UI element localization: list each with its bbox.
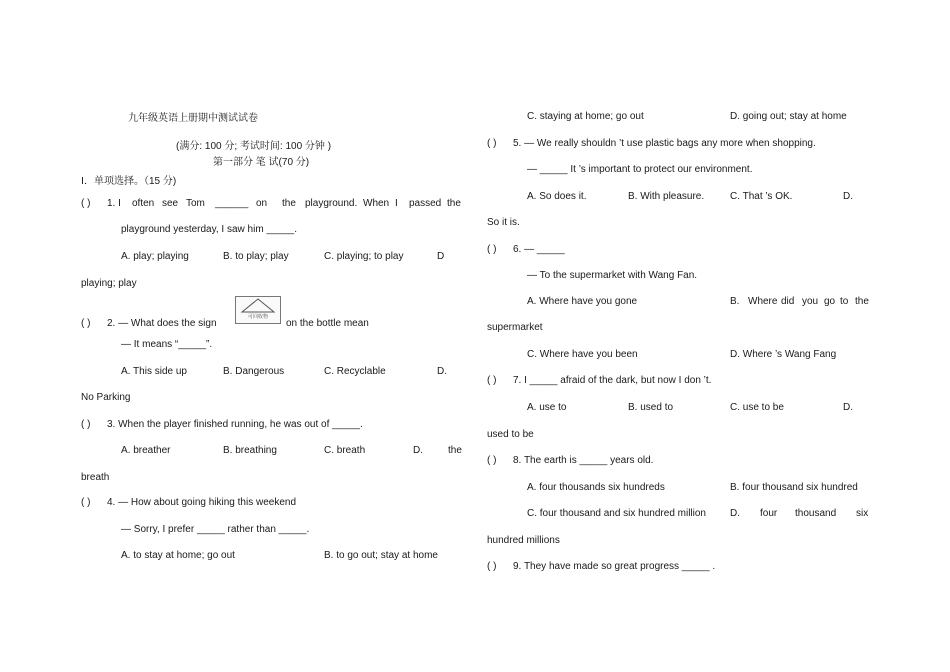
q4-stem: 4. — How about going hiking this weekend (107, 497, 297, 508)
q1-word: the (447, 198, 461, 209)
q1-answer-paren[interactable]: ( ) (81, 198, 91, 209)
q8-option-c: C. four thousand and six hundred million (527, 508, 706, 519)
q1-word: I (395, 198, 398, 209)
q6-option-b-word: the (855, 296, 869, 307)
q6-option-c: C. Where have you been (527, 349, 638, 360)
q3-option-d-word: the (448, 445, 462, 456)
q5-option-b: B. With pleasure. (628, 191, 705, 202)
q3-option-a: A. breather (121, 445, 171, 456)
q5-option-a: A. So does it. (527, 191, 587, 202)
q9-answer-paren[interactable]: ( ) (487, 561, 497, 572)
q1-option-d-text: playing; play (81, 278, 137, 289)
q8-option-a: A. four thousands six hundreds (527, 482, 665, 493)
q7-option-c: C. use to be (730, 402, 784, 413)
q2-answer-paren[interactable]: ( ) (81, 318, 91, 329)
q1-word: Tom (186, 198, 205, 209)
q5-stem: 5. — We really shouldn ’t use plastic bags any more when shopping. (513, 138, 816, 149)
q1-word: on (256, 198, 268, 209)
q6-option-a: A. Where have you gone (527, 296, 638, 307)
q5-option-c: C. That ’s OK. (730, 191, 793, 202)
q2-stem: 2. — What does the sign (107, 318, 217, 329)
q7-option-d-text: used to be (487, 429, 534, 440)
q6-answer-paren[interactable]: ( ) (487, 244, 497, 255)
q6-option-b-text: supermarket (487, 322, 543, 333)
q1-word: passed (409, 198, 442, 209)
q7-option-d: D. (843, 402, 853, 413)
recycle-sign-image (235, 296, 281, 324)
q8-option-d-word: four (760, 508, 778, 519)
q4-option-a: A. to stay at home; go out (121, 550, 235, 561)
q1-word: often (132, 198, 155, 209)
q7-stem: 7. I _____ afraid of the dark, but now I don ’t. (513, 375, 712, 386)
q2-option-b: B. Dangerous (223, 366, 285, 377)
q2-option-c: C. Recyclable (324, 366, 386, 377)
q5-stem-line2: — _____ It ’s important to protect our environment. (527, 164, 753, 175)
q6-option-b-word: to (840, 296, 849, 307)
q6-option-b-word: Where (748, 296, 778, 307)
q4-stem-line2: — Sorry, I prefer _____ rather than _____. (121, 524, 310, 535)
q5-option-d-text: So it is. (487, 217, 520, 228)
q1-word: the (282, 198, 296, 209)
q3-option-c: C. breath (324, 445, 366, 456)
q6-option-d: D. Where ’s Wang Fang (730, 349, 837, 360)
q4-option-b: B. to go out; stay at home (324, 550, 438, 561)
q6-stem-line2: — To the supermarket with Wang Fan. (527, 270, 698, 281)
q8-option-b: B. four thousand six hundred (730, 482, 858, 493)
q6-option-b: B. (730, 296, 740, 307)
q3-answer-paren[interactable]: ( ) (81, 419, 91, 430)
part-title: 第一部分 笔 试(70 分) (213, 157, 310, 168)
q7-answer-paren[interactable]: ( ) (487, 375, 497, 386)
q6-option-b-word: you (802, 296, 819, 307)
q4-option-d: D. going out; stay at home (730, 111, 847, 122)
q8-stem: 8. The earth is _____ years old. (513, 455, 654, 466)
q1-word: see (162, 198, 179, 209)
section-title: Ⅰ．单项选择。（15 分) (81, 176, 177, 187)
q8-option-d-word: six (856, 508, 869, 519)
q3-option-b: B. breathing (223, 445, 277, 456)
q1-blank: ______ (215, 198, 249, 209)
q2-option-a: A. This side up (121, 366, 187, 377)
q6-option-b-word: did (781, 296, 795, 307)
q2-stem-line2: — It means “_____”. (121, 339, 213, 350)
q1-option-c: C. playing; to play (324, 251, 404, 262)
q3-option-d-text: breath (81, 472, 110, 483)
sign-label: 可回收物 (247, 314, 268, 320)
q1-option-a: A. play; playing (121, 251, 189, 262)
q6-stem: 6. — _____ (513, 244, 565, 255)
q8-option-d-word: thousand (795, 508, 837, 519)
q2-option-d: D. (437, 366, 447, 377)
q2-option-d-text: No Parking (81, 392, 131, 403)
exam-meta: (满分: 100 分; 考试时间: 100 分钟 ) (176, 141, 332, 152)
q3-option-d: D. (413, 445, 423, 456)
q4-option-c: C. staying at home; go out (527, 111, 644, 122)
q5-option-d: D. (843, 191, 853, 202)
q4-answer-paren[interactable]: ( ) (81, 497, 91, 508)
q8-answer-paren[interactable]: ( ) (487, 455, 497, 466)
q7-option-a: A. use to (527, 402, 567, 413)
q2-stem-end: on the bottle mean (286, 318, 369, 329)
q8-option-d: D. (730, 508, 740, 519)
q9-stem: 9. They have made so great progress _____ . (513, 561, 716, 572)
q7-option-b: B. used to (628, 402, 674, 413)
q1-word: playground. (305, 198, 358, 209)
q6-option-b-word: go (824, 296, 836, 307)
q1-option-d: D (437, 251, 445, 262)
q1-stem-line2: playground yesterday, I saw him _____. (121, 224, 298, 235)
q3-stem: 3. When the player finished running, he was out of _____. (107, 419, 363, 430)
q1-option-b: B. to play; play (223, 251, 289, 262)
q5-answer-paren[interactable]: ( ) (487, 138, 497, 149)
q8-option-d-text: hundred millions (487, 535, 560, 546)
q1-word: When (363, 198, 390, 209)
q1-word: 1. I (107, 198, 121, 209)
page-title: 九年级英语上册期中测试试卷 (128, 113, 258, 124)
